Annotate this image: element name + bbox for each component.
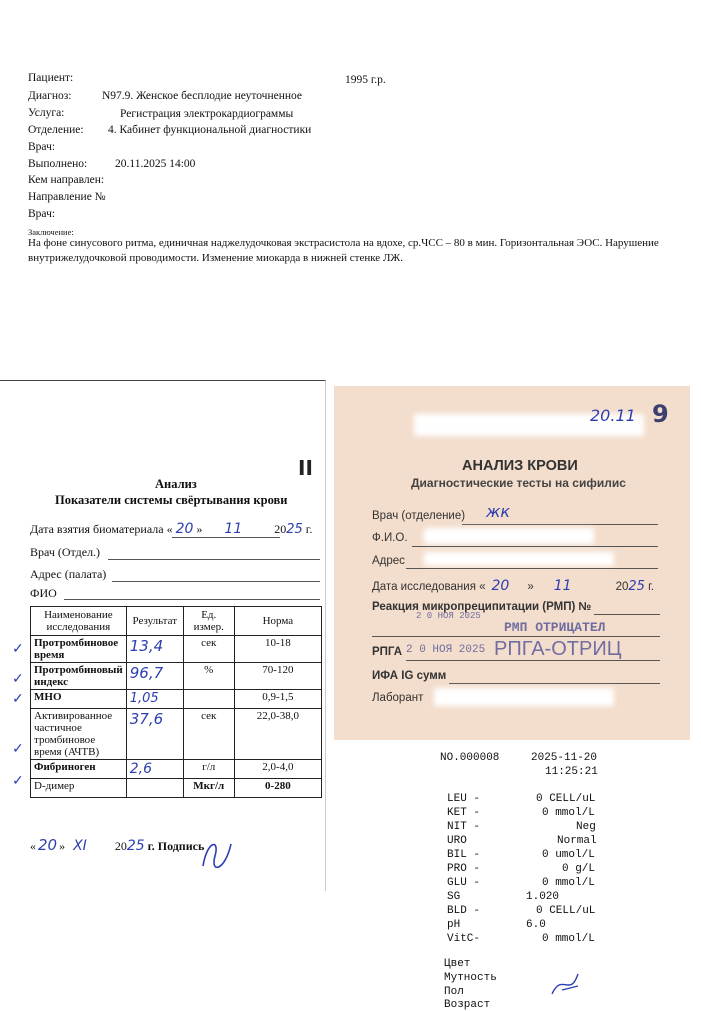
done-value: 20.11.2025 14:00 [115,158,196,170]
table-row [31,690,322,709]
syph-doctor-label: Врач (отделение) [372,510,466,522]
syph-title: АНАЛИЗ КРОВИ [462,458,578,474]
coag-date-year-prefix: 20 [274,522,287,536]
row-unit: % [183,663,234,690]
roman-mark: II [298,456,313,480]
check-mark-icon: ✓ [12,672,24,687]
urine-key: PRO - [447,863,481,875]
foot-day: 20 [38,836,58,854]
syph-doctor-value: жк [486,502,511,521]
lab-label: Лаборант [372,692,424,704]
syph-subtitle: Диагностические тесты на сифилис [411,476,626,490]
urine-value: 0 mmol/L [542,877,595,889]
urine-value: 0 g/L [562,863,596,875]
row-name: Протромбиновый индекс [31,663,127,690]
urine-key: KET - [447,807,481,819]
table-row [31,709,322,760]
urine-value: 6.0 [526,919,546,931]
urine-key: LEU - [447,793,481,805]
row-unit: Мкг/л [183,779,234,798]
row-result: 37,6 [126,709,183,760]
service-label: Услуга: [28,107,65,119]
urine-value: 0 mmol/L [542,933,595,945]
row-norm: 10-18 [234,636,321,663]
signature-icon [195,836,235,872]
col-name: Наименование исследования [31,607,127,636]
coagulation-sheet [0,380,326,891]
department-label: Отделение: [28,124,84,136]
col-norm: Норма [234,607,321,636]
urine-key: BLD - [447,905,481,917]
corner-number: 9 [652,400,669,428]
urine-key: NIT - [447,821,481,833]
syph-date-day: 20 [491,578,510,594]
signature-icon [548,968,588,1000]
coag-table-header [31,607,322,636]
syph-address-label: Адрес [372,555,405,567]
referral-label: Направление № [28,191,106,203]
coag-date-row: Дата взятия биоматериала « 20 » 11 2025 г. [30,521,313,537]
row-result: 13,4 [126,636,183,663]
row-norm: 22,0-38,0 [234,709,321,760]
row-result: 96,7 [126,663,183,690]
urine-date: 2025-11-20 [531,752,598,764]
doctor2-label: Врач: [28,208,56,220]
referred-by-label: Кем направлен: [28,174,105,186]
done-label: Выполнено: [28,158,88,170]
check-mark-icon: ✓ [12,742,24,757]
diagnosis-label: Диагноз: [28,90,72,102]
col-result: Результат [126,607,183,636]
patient-label: Пациент: [28,72,74,84]
urine-value: 0 CELL/uL [536,793,596,805]
syph-date-row: Дата исследования « 20 » 11 2025 г. [372,578,655,594]
syphilis-sheet [334,386,690,740]
coag-footer: « 20 » XI 2025 г. Подпись [30,836,205,854]
coag-subtitle: Показатели системы свёртывания крови [55,493,288,507]
urine-key: SG [447,891,461,903]
department-value: 4. Кабинет функциональной диагностики [108,124,312,136]
coag-title: Анализ [155,477,197,491]
coag-date-day: 20 [175,521,194,537]
row-name: D-димер [31,779,127,798]
redacted-area [424,528,594,544]
doctor-label: Врач: [28,141,56,153]
urine-key: VitC- [447,933,481,945]
row-unit [183,690,234,709]
urine-extra: Цвет [444,958,471,970]
foot-suffix: г. Подпись [147,839,205,853]
stamp2-text: РПГА-ОТРИЦ [494,638,622,660]
row-unit: г/л [183,760,234,779]
table-row [31,779,322,798]
urine-time: 11:25:21 [545,766,598,778]
coag-address-label: Адрес (палата) [30,567,107,581]
birth-year: 1995 г.р. [345,74,386,86]
urine-key: pH [447,919,461,931]
syph-date-month: 11 [553,578,572,594]
syph-date-year: 25 [628,579,645,594]
urine-value: Normal [557,835,597,847]
table-row [31,760,322,779]
row-unit: сек [183,636,234,663]
service-value: Регистрация электрокардиограммы [120,108,294,120]
check-mark-icon: ✓ [12,642,24,657]
table-row [31,663,322,690]
row-norm: 2,0-4,0 [234,760,321,779]
urine-number: NO.000008 [440,752,500,764]
row-norm: 0-280 [234,779,321,798]
row-name: Активированное частичное тромбиновое время (АЧТВ) [31,709,127,760]
redacted-area [434,688,614,706]
row-result: 2,6 [126,760,183,779]
conclusion-label: Заключение: [28,227,74,237]
urine-value: 1.020 [526,891,560,903]
coag-fio-label: ФИО [30,586,57,600]
urine-key: BIL - [447,849,481,861]
stamp1-text: РМП ОТРИЦАТЕЛ [504,620,606,635]
rmp-label: Реакция микропреципитации (РМП) № [372,601,592,613]
ifa-label: ИФА IG сумм [372,670,447,682]
row-result: 1,05 [126,690,183,709]
stamp1-date: 2 0 НОЯ 2025 [416,611,481,621]
foot-year: 25 [126,838,145,854]
foot-month: XI [73,838,87,854]
coag-date-label: Дата взятия биоматериала « [30,522,173,536]
table-row [31,636,322,663]
syph-date-suffix: г. [648,581,655,593]
row-result [126,779,183,798]
check-mark-icon: ✓ [12,774,24,789]
urine-extra: Мутность [444,972,497,984]
foot-year-prefix: 20 [114,839,127,853]
corner-date: 20.11 [590,406,636,425]
stamp2-date: 2 0 НОЯ 2025 [406,644,486,656]
urine-value: 0 mmol/L [542,807,595,819]
coag-date-suffix: г. [305,522,313,536]
diagnosis-value: N97.9. Женское бесплодие неуточненное [102,90,303,102]
row-name: Фибриноген [31,760,127,779]
row-norm: 0,9-1,5 [234,690,321,709]
rpga-label: РПГА [372,646,403,658]
syph-date-label: Дата исследования « [372,581,486,593]
coag-doctor-label: Врач (Отдел.) [30,545,101,559]
urine-extra: Пол [444,986,464,998]
coag-date-year: 25 [286,522,303,537]
redacted-area [424,552,614,566]
urine-key: GLU - [447,877,481,889]
check-mark-icon: ✓ [12,692,24,707]
urine-value: 0 umol/L [542,849,595,861]
urine-value: 0 CELL/uL [536,905,596,917]
row-name: Протромбиновое время [31,636,127,663]
row-name: МНО [31,690,127,709]
urine-extra: Возраст [444,999,491,1011]
row-unit: сек [183,709,234,760]
row-norm: 70-120 [234,663,321,690]
syph-fio-label: Ф.И.О. [372,532,408,544]
coag-table [30,606,322,798]
col-unit: Ед. измер. [183,607,234,636]
conclusion-text: На фоне синусового ритма, единичная наджелудочковая экстрасистола на вдохе, ср.ЧСС – 80 в мин. Горизонтальная ЭОС. Нарушение внутрижелудочковой проводимости. Изменение миокарда в нижней стенке ЛЖ. [28,237,659,264]
urine-key: URO [447,835,467,847]
urine-value: Neg [576,821,596,833]
syph-date-year-prefix: 20 [615,581,629,593]
coag-date-month: 11 [224,521,243,537]
